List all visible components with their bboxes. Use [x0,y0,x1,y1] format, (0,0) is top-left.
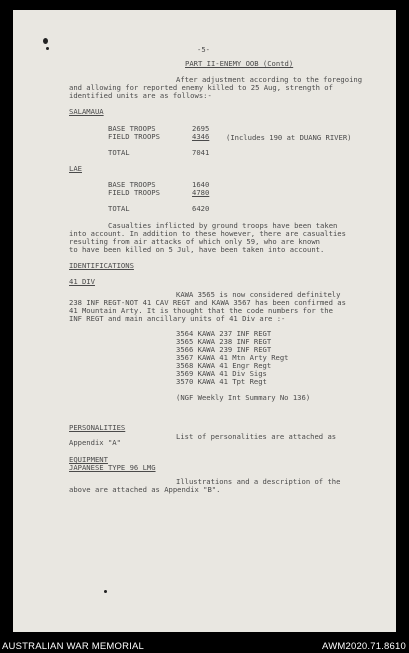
footer-institution: AUSTRALIAN WAR MEMORIAL [2,641,145,652]
salamaua-base-label: BASE TROOPS [108,124,156,133]
salamaua-total-label: TOTAL [108,148,130,157]
kawa-paragraph-line: 238 INF REGT-NOT 41 CAV REGT and KAWA 3567 has been confirmed as [69,298,346,307]
personalities-text: List of personalities are attached as [176,432,337,441]
code-entry: 3568 KAWA 41 Engr Regt [176,361,272,370]
document-page [13,10,396,632]
casualties-line: into account. In addition to these however, there are casualties [69,229,346,238]
division-title: 41 DIV [69,277,95,286]
code-entry: 3564 KAWA 237 INF REGT [176,329,272,338]
code-entry: 3570 KAWA 41 Tpt Regt [176,377,267,386]
intro-line: After adjustment according to the foregoing [176,75,363,84]
code-entry: 3566 KAWA 239 INF REGT [176,345,272,354]
lae-total-value: 6420 [192,204,210,213]
equipment-subtitle: JAPANESE TYPE 96 LMG [69,463,156,472]
kawa-paragraph-line: INF REGT and main ancillary units of 41 Div are :- [69,314,286,323]
ink-mark [104,590,107,593]
salamaua-base-value: 2695 [192,124,210,133]
punch-hole-mark [43,38,48,44]
equipment-text: Illustrations and a description of the [176,477,341,486]
intro-line: identified units are as follows:- [69,91,212,100]
salamaua-total-value: 7041 [192,148,210,157]
equipment-text: above are attached as Appendix "B". [69,485,221,494]
lae-base-value: 1640 [192,180,210,189]
lae-total-label: TOTAL [108,204,130,213]
lae-field-label: FIELD TROOPS [108,188,160,197]
kawa-paragraph-line: KAWA 3565 is now considered definitely [176,290,341,299]
intro-line: and allowing for reported enemy killed to 25 Aug, strength of [69,83,333,92]
archive-footer [0,638,409,653]
salamaua-title: SALAMAUA [69,107,104,116]
lae-field-value: 4780 [192,188,210,197]
salamaua-field-value: 4346 [192,132,210,141]
appendix-a-label: Appendix "A" [69,438,121,447]
casualties-line: resulting from air attacks of which only 59, who are known [69,237,320,246]
equipment-title: EQUIPMENT [69,455,108,464]
page-number: -5- [197,45,210,54]
casualties-line: Casualties inflicted by ground troops have been taken [108,221,338,230]
punch-hole-mark [46,47,49,50]
section-heading: PART II-ENEMY OOB (Contd) [185,59,294,68]
lae-title: LAE [69,164,82,173]
code-entry: 3565 KAWA 238 INF REGT [176,337,272,346]
lae-base-label: BASE TROOPS [108,180,156,189]
code-entry: 3567 KAWA 41 Mtn Arty Regt [176,353,289,362]
casualties-line: to have been killed on 5 Jul, have been taken into account. [69,245,325,254]
footer-accession-number: AWM2020.71.8610 [322,641,406,652]
kawa-paragraph-line: 41 Mountain Arty. It is thought that the code numbers for the [69,306,333,315]
code-entry: 3569 KAWA 41 Div Sigs [176,369,267,378]
personalities-title: PERSONALITIES [69,423,126,432]
identifications-title: IDENTIFICATIONS [69,261,134,270]
salamaua-note: (Includes 190 at DUANG RIVER) [226,133,352,142]
source-citation: (NGF Weekly Int Summary No 136) [176,393,311,402]
salamaua-field-label: FIELD TROOPS [108,132,160,141]
